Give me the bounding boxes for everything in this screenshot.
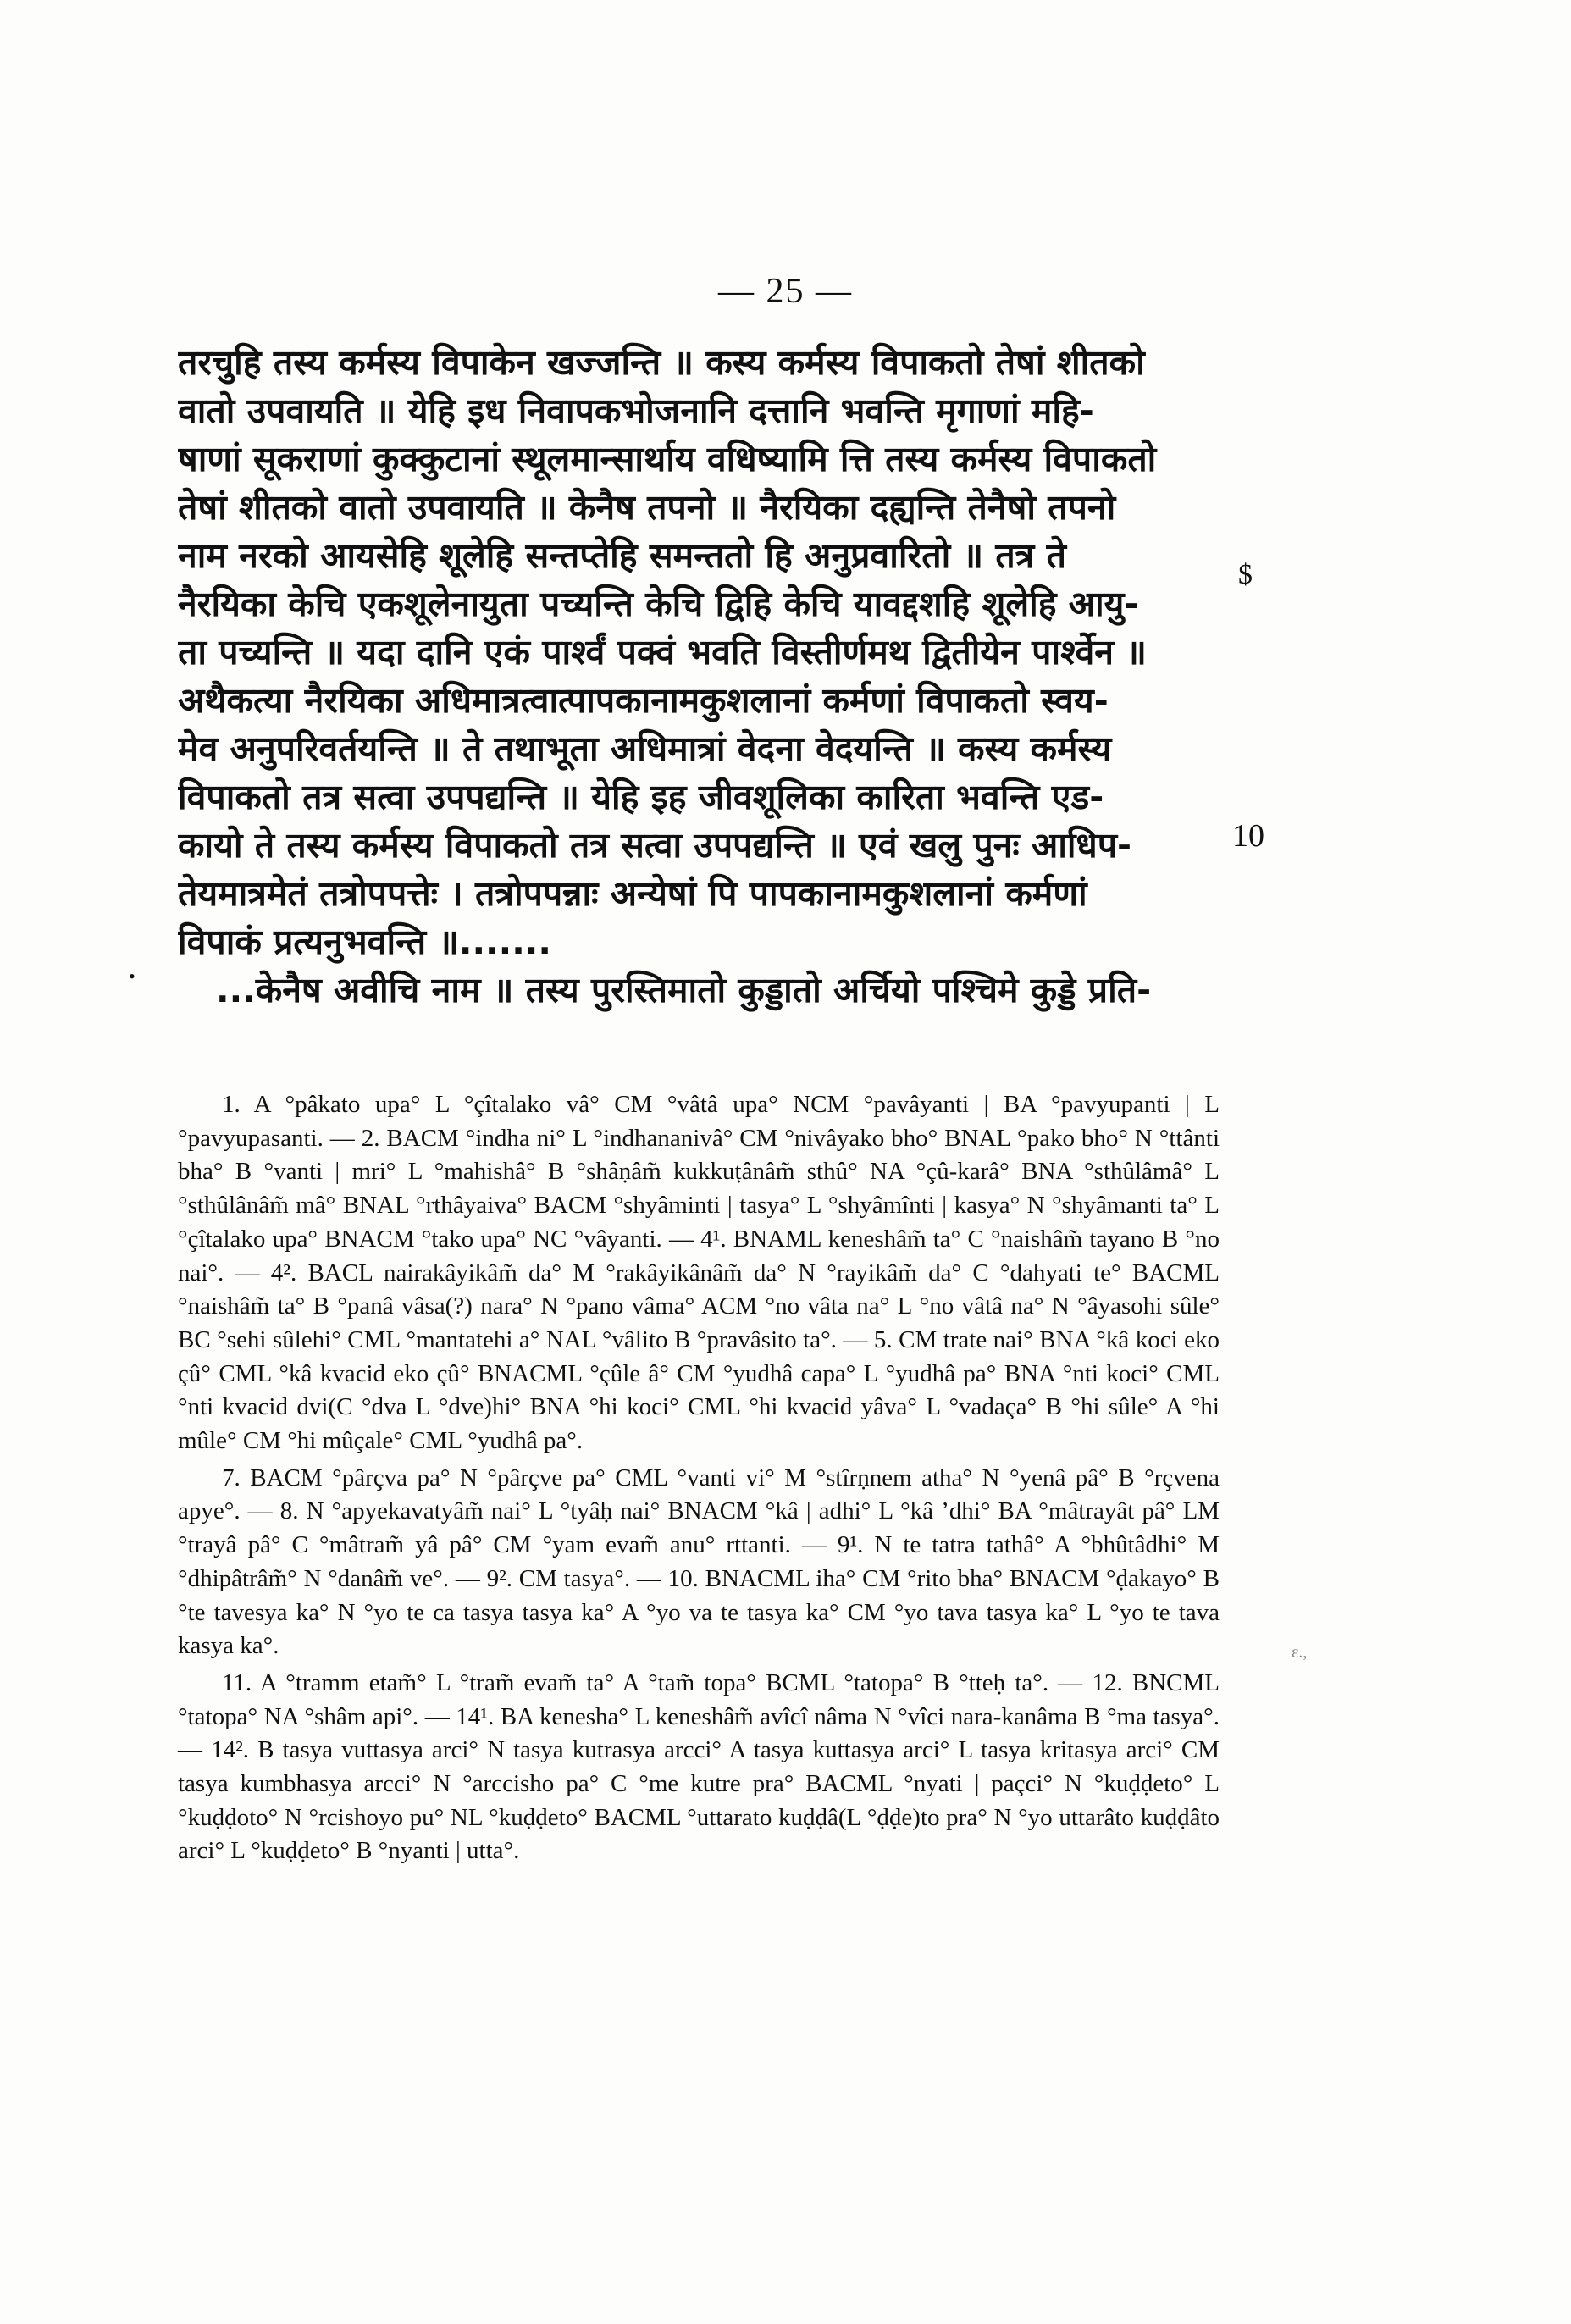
- sanskrit-line: नैरयिका केचि एकशूलेनायुता पच्यन्ति केचि द्विहि केचि यावद्दशहि शूलेहि आयु-: [178, 584, 1139, 624]
- sanskrit-line: अथैकत्या नैरयिका अधिमात्रत्वात्पापकानामकुशलानां कर्मणां विपाकतो स्वय-: [178, 680, 1109, 721]
- sanskrit-line: ...केनैष अवीचि नाम ॥ तस्य पुरस्तिमातो कुड्डातो अर्चियो पश्चिमे कुड्डे प्रति-: [216, 970, 1152, 1010]
- sanskrit-line: षाणां सूकराणां कुक्कुटानां स्थूलमान्सार्थाय वधिष्यामि त्ति तस्य कर्मस्य विपाकतो: [178, 439, 1157, 479]
- page-number: — 25 —: [718, 272, 853, 311]
- sanskrit-line: विपाकतो तत्र सत्वा उपपद्यन्ति ॥ येहि इह जीवशूलिका कारिता भवन्ति एड-: [178, 777, 1104, 817]
- sanskrit-line: कायो ते तस्य कर्मस्य विपाकतो तत्र सत्वा उपपद्यन्ति ॥ एवं खलु पुनः आधिप-: [178, 825, 1132, 866]
- line-number-marker: 10: [1232, 818, 1264, 854]
- sanskrit-line: ता पच्यन्ति ॥ यदा दानि एकं पार्श्वं पक्वं भवति विस्तीर्णमथ द्वितीयेन पार्श्वेन ॥: [178, 632, 1147, 672]
- sanskrit-line: तेयमात्रमेतं तत्रोपपत्तेः । तत्रोपपन्नाः अन्येषां पि पापकानामकुशलानां कर्मणां: [178, 873, 1087, 914]
- critical-apparatus: [178, 1088, 1220, 1872]
- footnote-paragraph: 11. A °tramm etam̃° L °tram̃ evam̃ ta° A °tam̃ topa° BCML °tatopa° B °tteḥ ta°. — 12. BNCML °tatopa° NA °shâm api°. — 14¹. BA kenesha° L keneshâm̃ avîcî nâma N °vîci nara-kanâma B °ma tasya°. — 14². B tasya vuttasya arci° N tasya kutrasya arcci° A tasya kuttasya arci° L tasya kritasya arci° CM tasya kumbhasya arcci° N °arccisho pa° C °me kutre pra° BACML °nyati | paçci° N °kuḍḍeto° L °kuḍḍoto° N °rcishoyo pu° NL °kuḍḍeto° BACML °uttarato kuḍḍâ(L °ḍḍe)to pra° N °yo uttarâto kuḍḍâto arci° L °kuḍḍeto° B °nyanti | utta°.: [178, 1668, 1220, 1865]
- sanskrit-line: तरचुहि तस्य कर्मस्य विपाकेन खज्जन्ति ॥ कस्य कर्मस्य विपाकतो तेषां शीतको: [178, 342, 1145, 383]
- footnote-paragraph: 1. A °pâkato upa° L °çîtalako vâ° CM °vâtâ upa° NCM °pavâyanti | BA °pavyupanti | L °pavyupasanti. — 2. BACM °indha ni° L °indhananivâ° CM °nivâyako bho° BNAL °pako bho° N °ttânti bha° B °vanti | mri° L °mahishâ° B °shâṇâm̃ kukkuṭânâm̃ sthû° NA °çû-karâ° BNA °sthûlâmâ° L °sthûlânâm̃ mâ° BNAL °rthâyaiva° BACM °shyâminti | tasya° L °shyâmînti | kasya° N °shyâmanti ta° L °çîtalako upa° BNACM °tako upa° NC °vâyanti. — 4¹. BNAML keneshâm̃ ta° C °naishâm̃ tayano B °no nai°. — 4². BACL nairakâyikâm̃ da° M °rakâyikânâm̃ da° N °rayikâm̃ da° C °dahyati te° BACML °naishâm̃ ta° B °panâ vâsa(?) nara° N °pano vâma° ACM °no vâta na° L °no vâtâ na° N °âyasohi sûle° BC °sehi sûlehi° CML °mantatehi a° NAL °vâlito B °pravâsito ta°. — 5. CM trate nai° BNA °kâ koci eko çû° CML °kâ kvacid eko çû° BNACML °çûle â° CM °yudhâ capa° L °yudhâ pa° BNA °nti koci° CML °nti kvacid dvi(C °dva L °dve)hi° BNA °hi koci° CML °hi kvacid yâva° L °vadaça° B °hi sûle° A °hi mûle° CM °hi mûçale° CML °yudhâ pa°.: [178, 1091, 1220, 1455]
- sanskrit-text-block: [178, 339, 1220, 1015]
- sanskrit-line: मेव अनुपरिवर्तयन्ति ॥ ते तथाभूता अधिमात्रां वेदना वेदयन्ति ॥ कस्य कर्मस्य: [178, 728, 1112, 769]
- margin-bullet: •: [129, 966, 136, 987]
- margin-symbol: $: [1238, 559, 1253, 590]
- sanskrit-line: तेषां शीतको वातो उपवायति ॥ केनैष तपनो ॥ नैरयिका दह्यन्ति तेनैषो तपनो: [178, 487, 1116, 528]
- sanskrit-line: विपाकं प्रत्यनुभवन्ति ॥.......: [178, 921, 551, 962]
- footnote-paragraph: 7. BACM °pârçva pa° N °pârçve pa° CML °vanti vi° M °stîrṇnem atha° N °yenâ pâ° B °rçvena apye°. — 8. N °apyekavatyâm̃ nai° L °tyâḥ nai° BNACM °kâ | adhi° L °kâ ’dhi° BA °mâtrayât pâ° LM °trayâ pâ° C °mâtram̃ yâ pâ° CM °yam evam̃ anu° rttanti. — 9¹. N te tatra tathâ° A °bhûtâdhi° M °dhipâtrâm̃° N °danâm̃ ve°. — 9². CM tasya°. — 10. BNACML iha° CM °rito bha° BNACM °ḍakayo° B °te tavesya ka° N °yo te ca tasya tasya ka° A °yo va te tasya ka° CM °yo tava tasya ka° L °yo te tava kasya ka°.: [178, 1464, 1220, 1660]
- sanskrit-line: नाम नरको आयसेहि शूलेहि सन्तप्तेहि समन्ततो हि अनुप्रवारितो ॥ तत्र ते: [178, 535, 1066, 576]
- scan-speck: ε.,: [1292, 1643, 1308, 1662]
- sanskrit-line: वातो उपवायति ॥ येहि इध निवापकभोजनानि दत्तानि भवन्ति मृगाणां महि-: [178, 390, 1094, 431]
